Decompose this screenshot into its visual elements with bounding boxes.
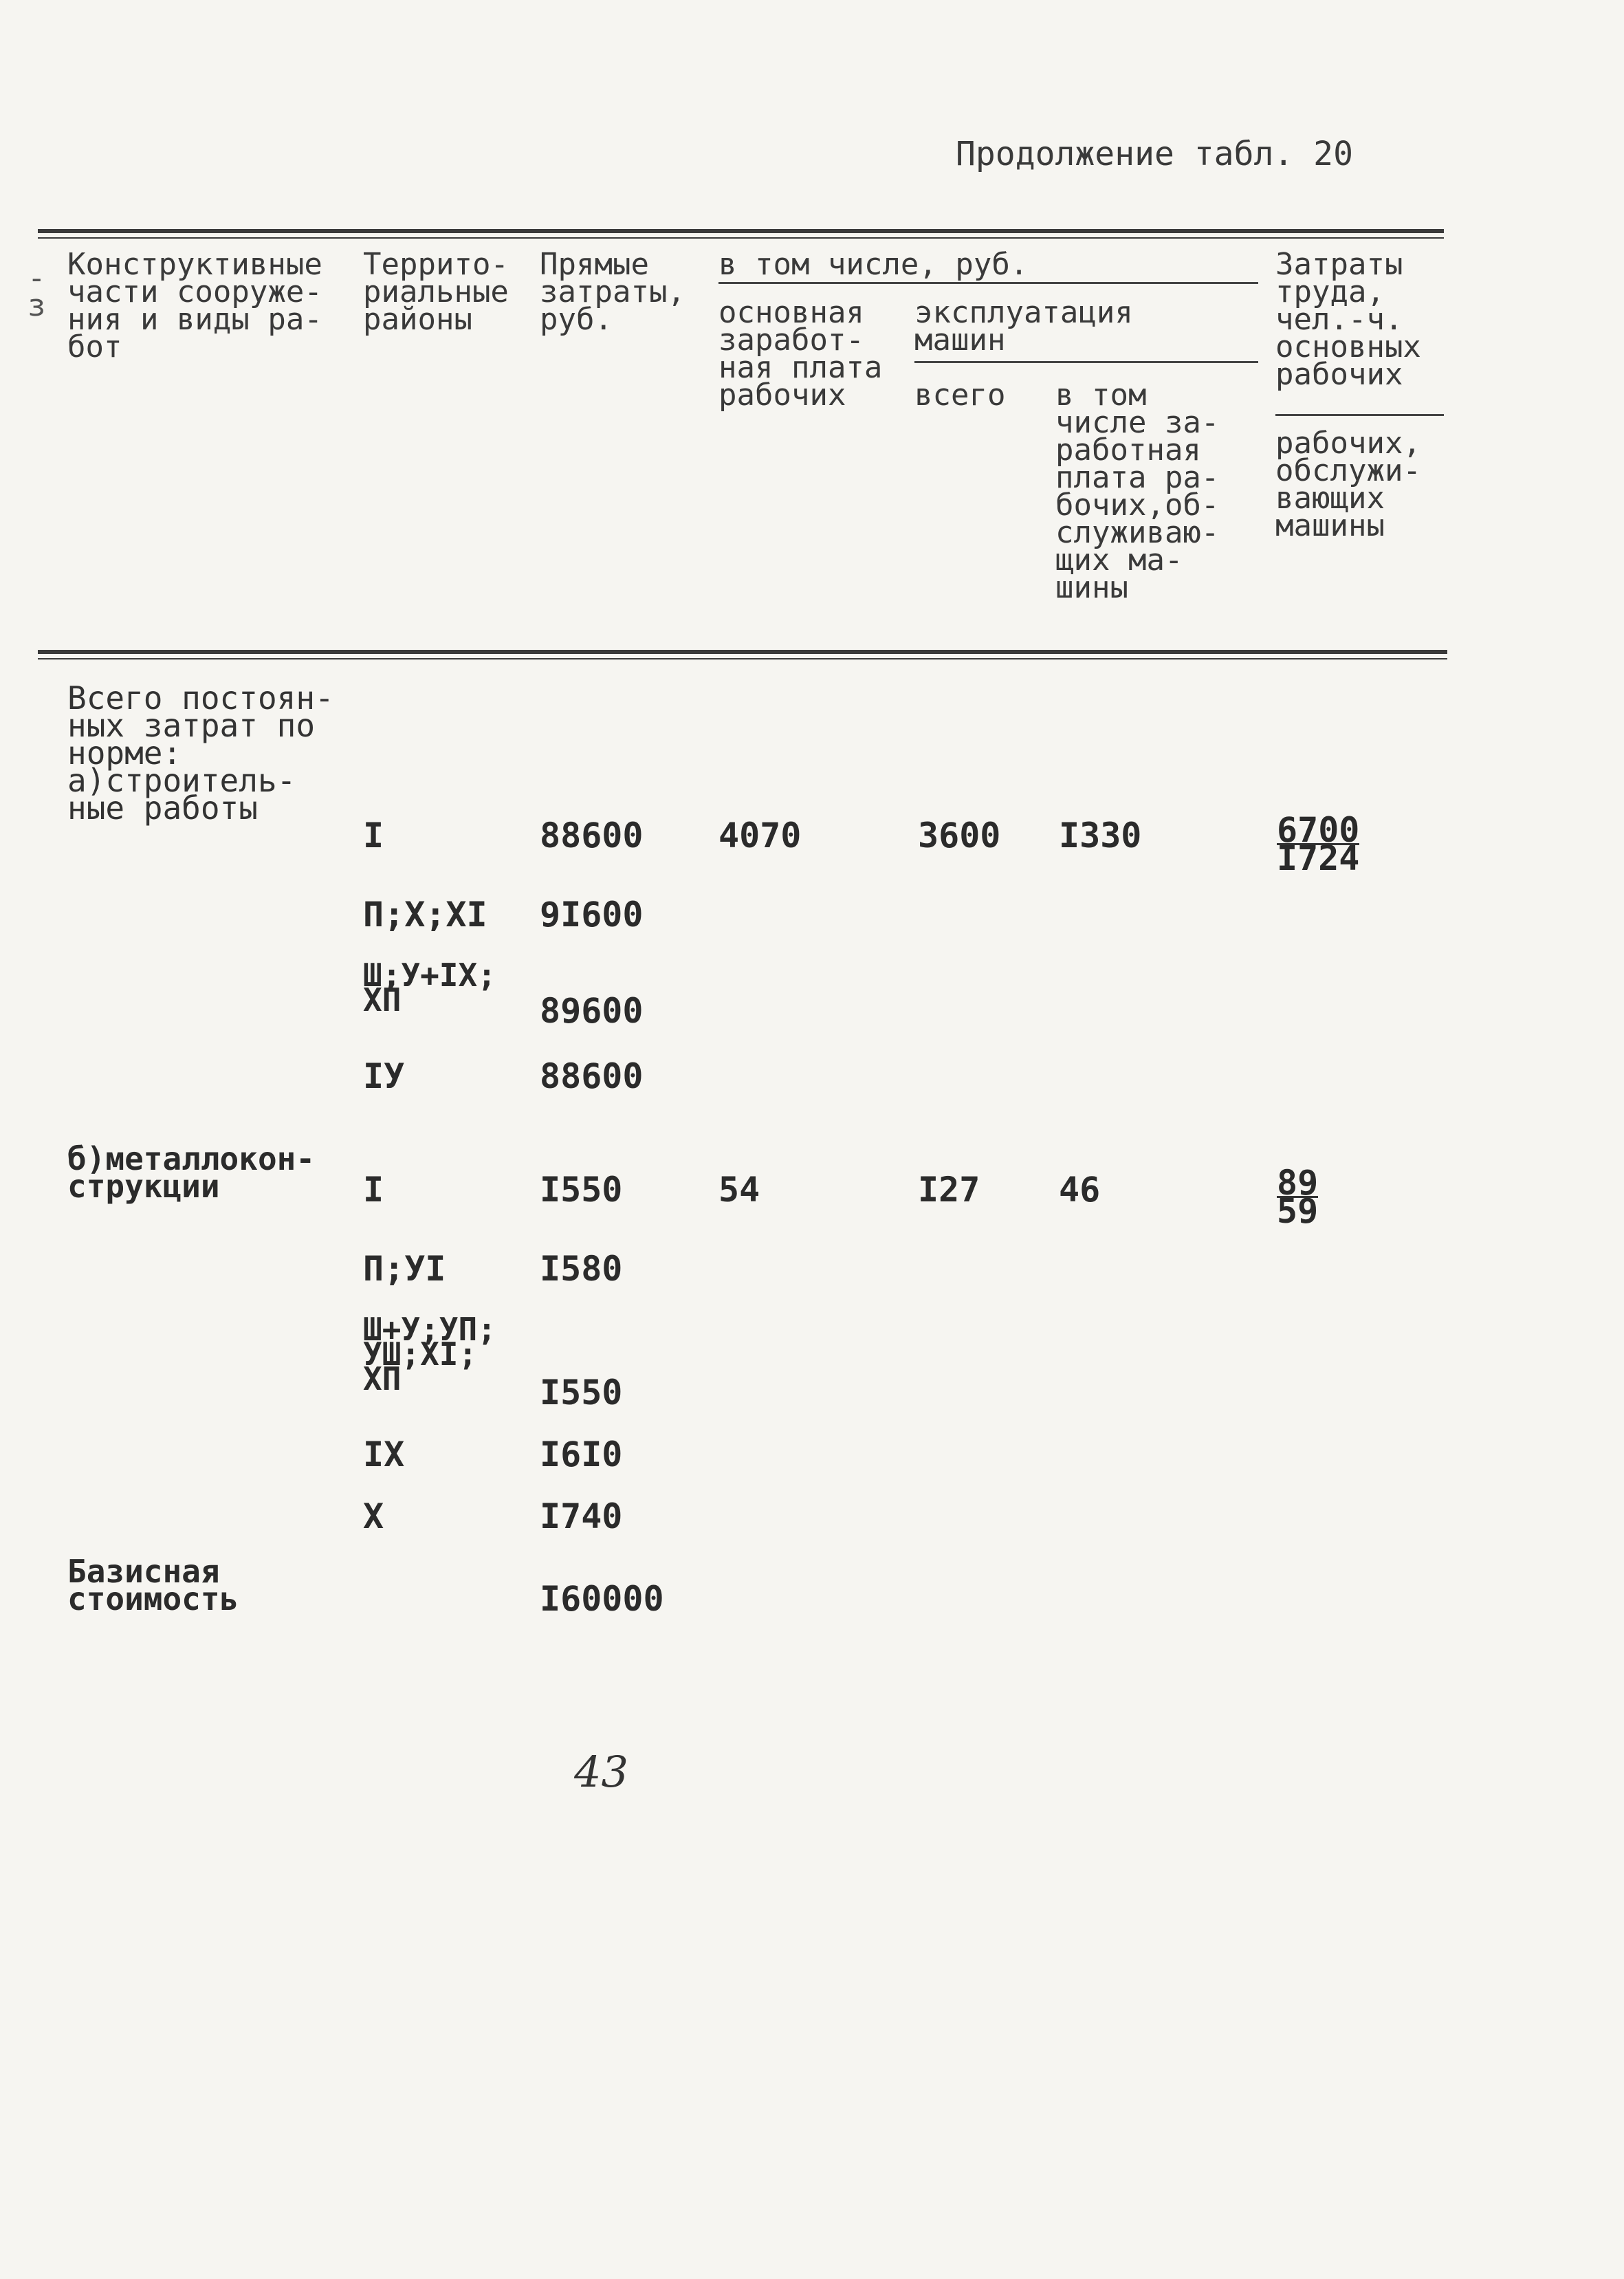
including-underline bbox=[718, 282, 1258, 284]
top-rule-thin bbox=[38, 237, 1444, 239]
region-cell: X bbox=[363, 1496, 384, 1536]
section-title: Всего постоян- ных затрат по норме: bbox=[67, 679, 334, 772]
base-cost-value: I60000 bbox=[540, 1579, 664, 1619]
header-machines-wages: в том числе за- работная плата ра- бочих,об- служиваю- щих ма- шины bbox=[1055, 378, 1220, 605]
direct-cost-cell: I580 bbox=[540, 1249, 623, 1289]
direct-cost-cell: I6I0 bbox=[540, 1435, 623, 1474]
header-machines-total: всего bbox=[914, 378, 1006, 413]
header-base-wages: основная заработ- ная плата рабочих bbox=[718, 295, 883, 413]
header-territorial-regions: Террито- риальные районы bbox=[363, 247, 509, 337]
direct-cost-cell: I740 bbox=[540, 1496, 623, 1536]
top-rule bbox=[38, 229, 1444, 233]
region-cell: IX bbox=[363, 1435, 405, 1474]
direct-cost-cell: 9I600 bbox=[540, 895, 644, 935]
direct-cost-cell: 88600 bbox=[540, 1056, 644, 1096]
labor-fraction bbox=[1277, 810, 1360, 878]
region-cell: I bbox=[363, 816, 384, 855]
region-cell: IУ bbox=[363, 1056, 405, 1096]
direct-cost-cell: 88600 bbox=[540, 816, 644, 855]
machines-total-cell: 3600 bbox=[918, 816, 1001, 855]
region-cell: П;Х;XI bbox=[363, 895, 487, 935]
header-row-number: - з bbox=[28, 261, 46, 323]
labor-main-value: 89 bbox=[1277, 1163, 1319, 1203]
machines-wages-cell: I330 bbox=[1059, 816, 1142, 855]
direct-cost-cell: 89600 bbox=[540, 991, 644, 1031]
machines-total-cell: I27 bbox=[918, 1170, 980, 1210]
base-cost-label: Базисная стоимость bbox=[67, 1553, 239, 1617]
region-cell: П;УI bbox=[363, 1249, 446, 1289]
wages-cell: 4070 bbox=[718, 816, 802, 855]
header-labor-costs: Затраты труда, чел.-ч. основных рабочих bbox=[1275, 247, 1421, 392]
region-cell: Ш;У+IX; ХП bbox=[363, 957, 496, 1018]
table-caption: Продолжение табл. 20 bbox=[956, 135, 1353, 173]
header-structural-parts: Конструктивные части сооруже- ния и виды ра- бот bbox=[67, 247, 322, 364]
wages-cell: 54 bbox=[718, 1170, 760, 1210]
labor-fraction bbox=[1277, 1163, 1319, 1231]
header-labor-machine-workers: рабочих, обслужи- вающих машины bbox=[1275, 426, 1421, 543]
header-including-group: в том числе, руб. bbox=[718, 247, 1029, 282]
labor-underline bbox=[1275, 414, 1444, 416]
region-cell: I bbox=[363, 1170, 384, 1210]
region-cell: Ш+У;УП; УШ;XI; ХП bbox=[363, 1311, 496, 1397]
group-b-label: б)металлокон- струкции bbox=[67, 1140, 316, 1205]
header-direct-costs: Прямые затраты, руб. bbox=[540, 247, 685, 337]
machines-wages-cell: 46 bbox=[1059, 1170, 1101, 1210]
group-a-label: а)строитель- ные работы bbox=[67, 762, 296, 827]
labor-machine-value: I724 bbox=[1277, 838, 1360, 878]
direct-cost-cell: I550 bbox=[540, 1373, 623, 1413]
exploitation-underline bbox=[914, 361, 1258, 363]
labor-main-value: 6700 bbox=[1277, 810, 1360, 850]
labor-machine-value: 59 bbox=[1277, 1191, 1319, 1231]
page-number: 43 bbox=[574, 1747, 628, 1797]
header-bottom-rule-thin bbox=[38, 658, 1447, 659]
header-bottom-rule bbox=[38, 650, 1447, 654]
direct-cost-cell: I550 bbox=[540, 1170, 623, 1210]
header-exploitation-group: эксплуатация машин bbox=[914, 295, 1133, 358]
